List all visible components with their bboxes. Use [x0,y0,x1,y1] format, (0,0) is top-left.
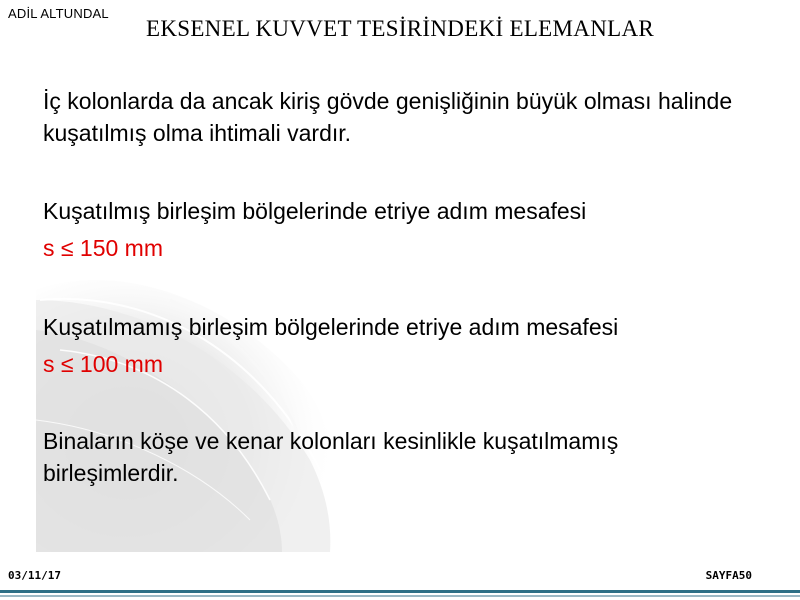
footer-date: 03/11/17 [8,569,61,582]
footer-accent-bar [0,590,800,593]
footer-accent-bar-light [0,595,800,597]
confined-spacing-value: s ≤ 150 mm [43,235,163,261]
author-name: ADİL ALTUNDAL [8,6,109,21]
paragraph-inner-columns: İç kolonlarda da ancak kiriş gövde genişliğinin büyük olması halinde kuşatılmış olma ihtimali vardır. [43,88,733,146]
paragraph-confined-joint: Kuşatılmış birleşim bölgelerinde etriye adım mesafesi [43,198,587,224]
footer-page-number: SAYFA50 [705,569,752,582]
slide-title: EKSENEL KUVVET TESİRİNDEKİ ELEMANLAR [145,16,655,41]
paragraph-corner-edge-columns: Binaların köşe ve kenar kolonları kesinlikle kuşatılmamış birleşimlerdir. [43,428,619,486]
paragraph-unconfined-joint: Kuşatılmamış birleşim bölgelerinde etriye adım mesafesi [43,314,619,340]
unconfined-spacing-value: s ≤ 100 mm [43,351,163,377]
